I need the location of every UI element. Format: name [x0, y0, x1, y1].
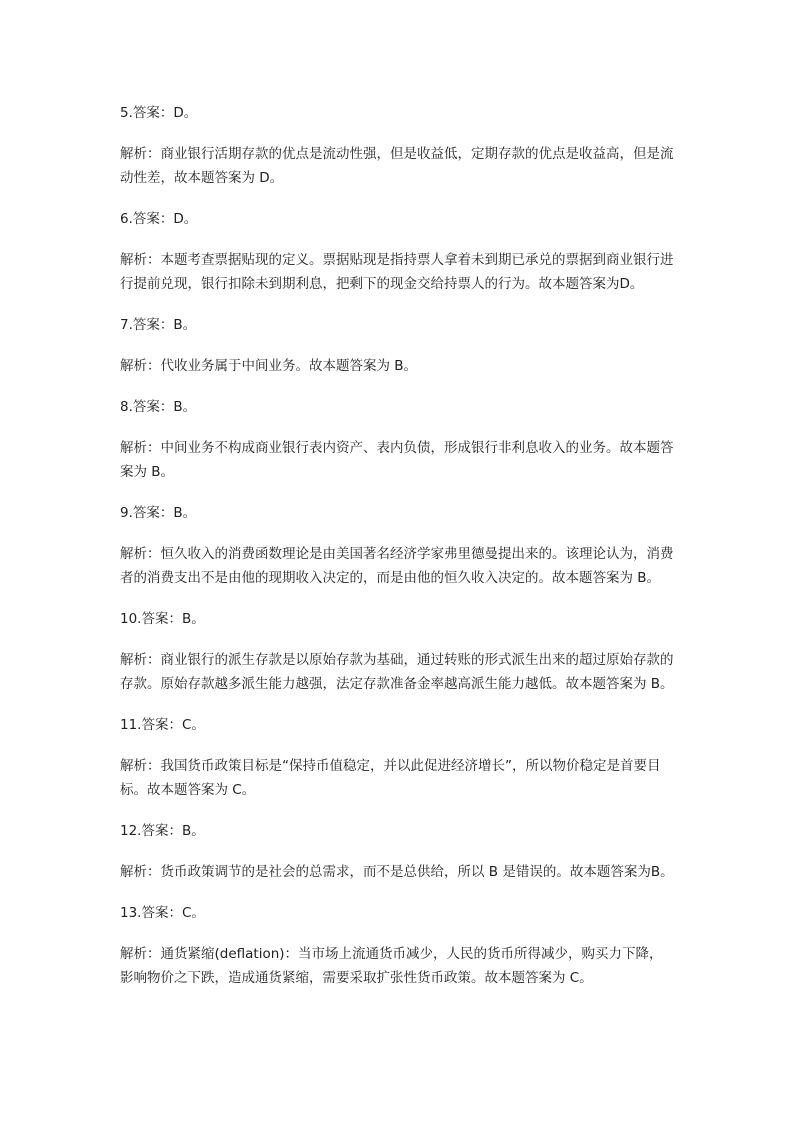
explanation-6: 解析：本题考查票据贴现的定义。票据贴现是指持票人拿着未到期已承兑的票据到商业银行进行提前兑现，银行扣除未到期利息，把剩下的现金交给持票人的行为。故本题答案为D。 — [120, 252, 674, 292]
explanation-5: 解析：商业银行活期存款的优点是流动性强，但是收益低，定期存款的优点是收益高，但是流动性差，故本题答案为 D。 — [120, 146, 674, 186]
answer-12: 12.答案：B。 — [120, 823, 205, 839]
answer-9: 9.答案：B。 — [120, 505, 197, 521]
explanation-11: 解析：我国货币政策目标是“保持币值稳定，并以此促进经济增长”，所以物价稳定是首要目标。故本题答案为 C。 — [120, 758, 661, 798]
answer-11: 11.答案：C。 — [120, 717, 205, 733]
explanation-10: 解析：商业银行的派生存款是以原始存款为基础，通过转账的形式派生出来的超过原始存款的存款。原始存款越多派生能力越强，法定存款准备金率越高派生能力越低。故本题答案为 B。 — [120, 652, 674, 692]
answer-13: 13.答案：C。 — [120, 905, 205, 921]
answer-7: 7.答案：B。 — [120, 317, 197, 333]
answer-8: 8.答案：B。 — [120, 399, 197, 415]
answer-6: 6.答案：D。 — [120, 211, 198, 227]
explanation-8: 解析：中间业务不构成商业银行表内资产、表内负债，形成银行非利息收入的业务。故本题答案为 B。 — [120, 440, 674, 480]
explanation-12: 解析：货币政策调节的是社会的总需求，而不是总供给，所以 B 是错误的。故本题答案为B。 — [120, 864, 674, 880]
explanation-13: 解析：通货紧缩(deflation)：当市场上流通货币减少，人民的货币所得减少，购买力下降，影响物价之下跌，造成通货紧缩，需要采取扩张性货币政策。故本题答案为 C。 — [120, 946, 663, 986]
answer-10: 10.答案：B。 — [120, 611, 205, 627]
answer-5: 5.答案：D。 — [120, 105, 198, 121]
explanation-7: 解析：代收业务属于中间业务。故本题答案为 B。 — [120, 358, 418, 374]
explanation-9: 解析：恒久收入的消费函数理论是由美国著名经济学家弗里德曼提出来的。该理论认为，消费者的消费支出不是由他的现期收入决定的，而是由他的恒久收入决定的。故本题答案为 B。 — [120, 546, 674, 586]
